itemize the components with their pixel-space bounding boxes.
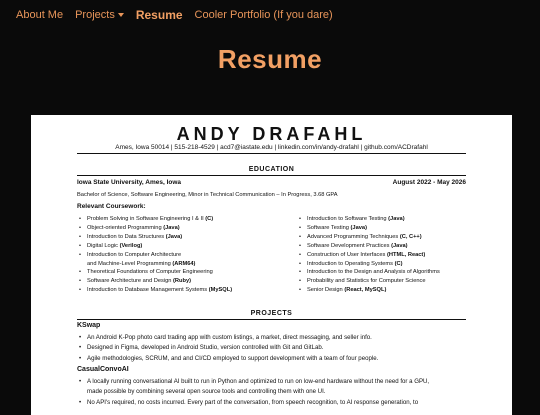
project-bullet: • Agile methodologies, SCRUM, and and CI/CD employed to support development with a team of four people. [77, 354, 477, 364]
course-item [297, 268, 472, 277]
course-name: Problem Solving in Software Engineering I & II [87, 216, 206, 222]
course-item [297, 260, 472, 269]
course-item [77, 215, 287, 224]
course-item [77, 242, 287, 251]
coursework-left-column [77, 215, 287, 295]
course-language: (HTML, React) [386, 251, 426, 258]
course-name: Introduction to Computer Architecture [87, 251, 182, 258]
page-title: Resume [217, 44, 323, 74]
project-kswap-bullets [77, 333, 477, 364]
nav-resume[interactable]: Resume [135, 8, 183, 22]
course-item [77, 224, 287, 233]
chevron-down-icon [118, 13, 124, 17]
contact-line: Ames, Iowa 50014 | 515-218-4529 | acd7@iastate.edu | linkedin.com/in/andy-drafahl | github.com/ACDrafahl [77, 144, 466, 154]
course-item [77, 233, 287, 242]
course-language: (React, MySQL) [344, 287, 387, 294]
project-bullet: • An Android K-Pop photo card trading app with custom listings, a market, direct messaging, and seller info. [77, 333, 477, 343]
coursework-right-column [297, 215, 472, 295]
course-item [297, 251, 472, 260]
nav-projects[interactable] [75, 9, 124, 21]
course-language: (Java) [350, 224, 367, 231]
course-item [77, 277, 287, 286]
course-name: Software Testing [307, 224, 351, 231]
education-heading: EDUCATION [77, 166, 466, 176]
course-language: (C, C++) [399, 233, 422, 240]
course-item [297, 224, 472, 233]
course-name: Software Development Practices [307, 242, 392, 249]
project-bullet: made possible by combining several open source tools and controlling them with one UI. [87, 388, 326, 396]
course-language: (Java) [391, 242, 408, 249]
project-title-kswap: KSwap [77, 322, 101, 329]
course-name: Introduction to Data Structures [87, 233, 166, 240]
course-name: Theoretical Foundations of Computer Engineering [87, 269, 213, 276]
course-name: Advanced Programming Techniques [307, 233, 400, 240]
course-name: and Machine-Level Programming [87, 260, 173, 267]
course-name: Introduction to Database Management Systems [87, 287, 209, 294]
coursework-label: Relevant Coursework: [77, 203, 146, 210]
course-item [297, 286, 472, 295]
course-name: Introduction to Operating Systems [307, 260, 395, 267]
course-name: Construction of User Interfaces [307, 251, 387, 258]
project-casualconvoai-bullets [77, 377, 477, 408]
course-language: (MySQL) [208, 287, 233, 294]
course-language: (Java) [163, 224, 180, 231]
nav-about-me[interactable]: About Me [16, 9, 64, 21]
course-item [77, 268, 287, 277]
course-item [297, 277, 472, 286]
course-language: (Java) [388, 216, 405, 222]
course-language: (Ruby) [173, 278, 192, 285]
course-item [297, 242, 472, 251]
course-language: (Java) [165, 233, 183, 240]
course-name: Senior Design [307, 287, 345, 294]
project-bullet: • A locally running conversational AI built to run in Python and optimized to run on low-end hardware without the need for a GPU, [77, 377, 477, 387]
course-item [77, 286, 287, 295]
project-bullet: • No API's required, no costs incurred. Every part of the conversation, from speech recognition, to AI response generation, to [77, 398, 477, 408]
course-name: Object-oriented Programming [87, 224, 164, 231]
school-name: Iowa State University, Ames, Iowa [77, 179, 182, 186]
course-name: Probability and Statistics for Computer Science [307, 278, 426, 285]
course-item [297, 233, 472, 242]
nav-projects-label: Projects [75, 9, 115, 21]
course-item [297, 215, 472, 224]
course-item [77, 260, 287, 269]
resume-document [31, 115, 512, 415]
course-language: (C) [205, 216, 214, 222]
course-language: (C) [394, 260, 403, 267]
education-dates: August 2022 - May 2026 [392, 179, 466, 186]
course-name: Digital Logic [87, 242, 120, 249]
project-title-casualconvoai: CasualConvoAI [77, 366, 129, 373]
resume-name: ANDY DRAFAHL [176, 124, 367, 144]
education-school-row [77, 179, 466, 186]
course-language: (ARM64) [172, 260, 196, 267]
course-name: Introduction to Software Testing [307, 216, 389, 222]
course-name: Software Architecture and Design [87, 278, 173, 285]
course-language: (Verilog) [119, 242, 143, 249]
projects-heading: PROJECTS [77, 310, 466, 320]
degree-line: Bachelor of Science, Software Engineering, Minor in Technical Communication – In Progress, 3.68 GPA [77, 192, 338, 198]
project-bullet: • Designed in Figma, developed in Android Studio, version controlled with Git and GitLab. [77, 343, 477, 353]
course-name: Introduction to the Design and Analysis of Algorithms [307, 269, 440, 276]
top-nav [0, 0, 540, 30]
nav-cooler-portfolio[interactable]: Cooler Portfolio (If you dare) [194, 9, 333, 21]
course-item [77, 251, 287, 260]
